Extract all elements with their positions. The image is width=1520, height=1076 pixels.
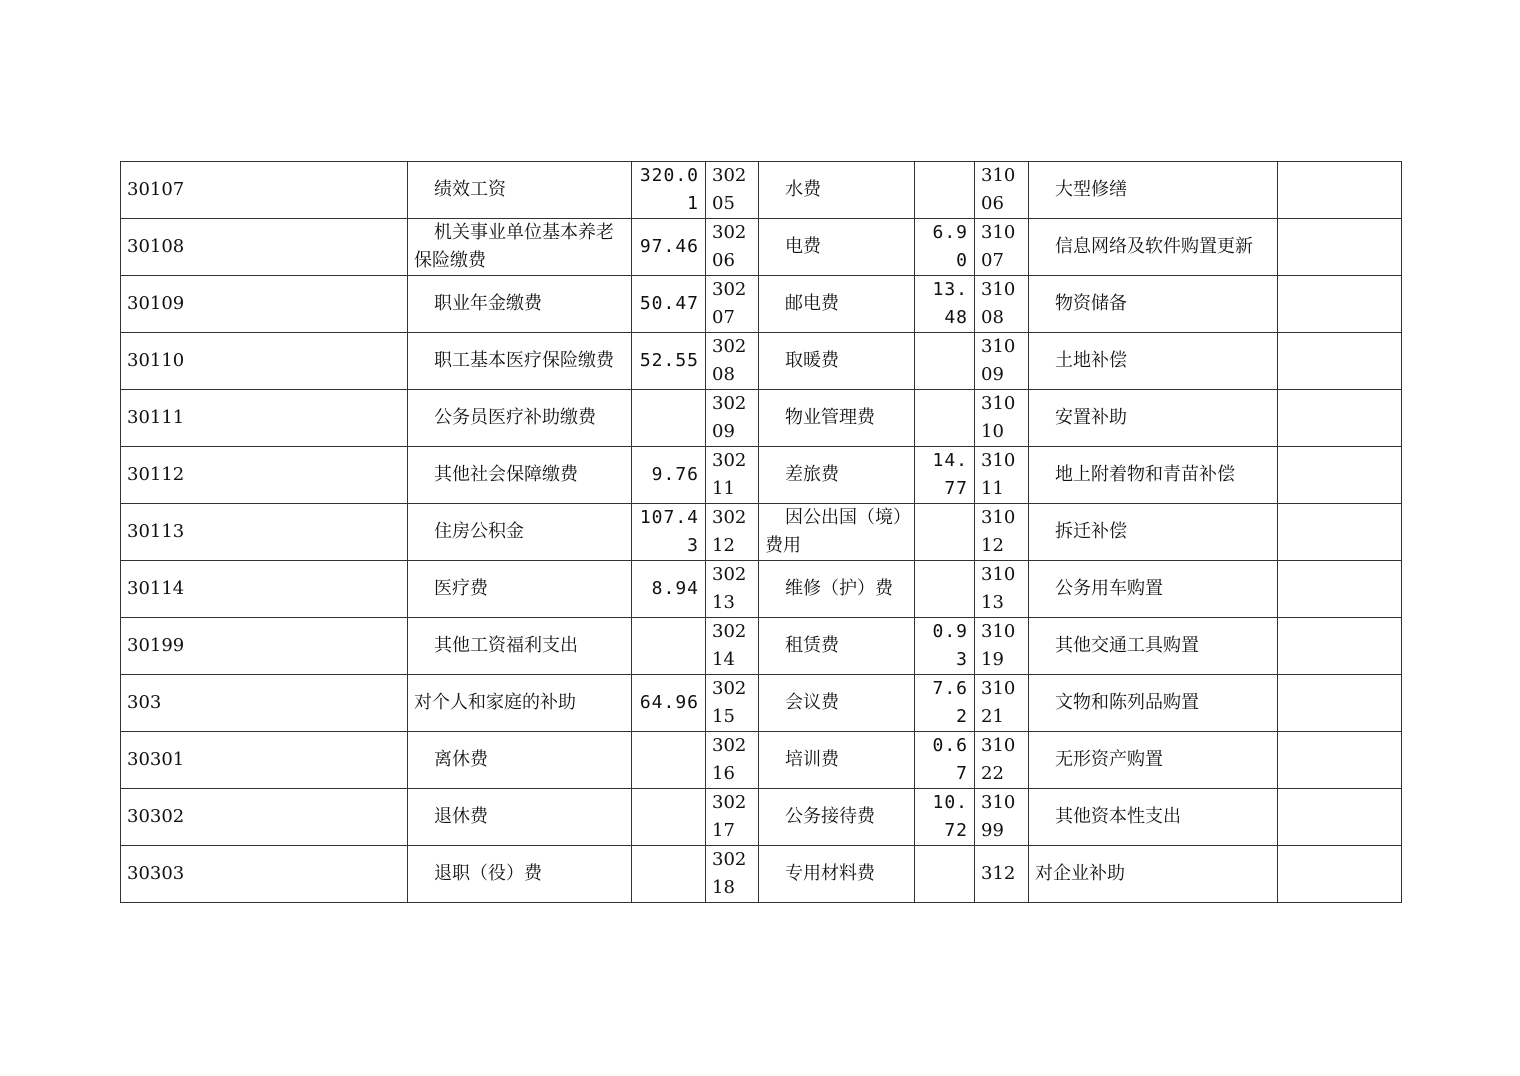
item-name-3-cell: 土地补偿 <box>1029 333 1278 390</box>
table-body <box>121 162 1402 903</box>
code-2-cell: 30207 <box>706 276 759 333</box>
item-name-3-cell: 文物和陈列品购置 <box>1029 675 1278 732</box>
amount-3-cell <box>1278 447 1402 504</box>
code-1-cell: 30114 <box>121 561 408 618</box>
item-name-1-cell: 其他社会保障缴费 <box>408 447 632 504</box>
table-row <box>121 732 1402 789</box>
amount-1-cell <box>632 846 706 903</box>
item-name-1-cell: 公务员医疗补助缴费 <box>408 390 632 447</box>
item-name-3-cell: 无形资产购置 <box>1029 732 1278 789</box>
table-row <box>121 447 1402 504</box>
amount-1-cell <box>632 618 706 675</box>
item-name-1-cell: 绩效工资 <box>408 162 632 219</box>
code-2-cell: 30205 <box>706 162 759 219</box>
amount-1-cell: 9.76 <box>632 447 706 504</box>
code-2-cell: 30208 <box>706 333 759 390</box>
code-1-cell: 303 <box>121 675 408 732</box>
amount-1-cell <box>632 732 706 789</box>
table-row <box>121 390 1402 447</box>
item-name-3-cell: 其他资本性支出 <box>1029 789 1278 846</box>
amount-1-cell: 320.01 <box>632 162 706 219</box>
item-name-3-cell: 其他交通工具购置 <box>1029 618 1278 675</box>
item-name-1-cell: 其他工资福利支出 <box>408 618 632 675</box>
item-name-2-cell: 取暖费 <box>759 333 915 390</box>
amount-3-cell <box>1278 390 1402 447</box>
code-1-cell: 30110 <box>121 333 408 390</box>
amount-3-cell <box>1278 504 1402 561</box>
item-name-1-cell: 职工基本医疗保险缴费 <box>408 333 632 390</box>
amount-1-cell: 50.47 <box>632 276 706 333</box>
code-2-cell: 30212 <box>706 504 759 561</box>
code-2-cell: 30218 <box>706 846 759 903</box>
code-1-cell: 30303 <box>121 846 408 903</box>
code-2-cell: 30211 <box>706 447 759 504</box>
amount-3-cell <box>1278 846 1402 903</box>
item-name-2-cell: 专用材料费 <box>759 846 915 903</box>
code-1-cell: 30113 <box>121 504 408 561</box>
table-row <box>121 219 1402 276</box>
code-2-cell: 30209 <box>706 390 759 447</box>
amount-1-cell: 97.46 <box>632 219 706 276</box>
item-name-2-cell: 电费 <box>759 219 915 276</box>
table-row <box>121 162 1402 219</box>
amount-2-cell <box>915 390 975 447</box>
item-name-2-cell: 水费 <box>759 162 915 219</box>
item-name-3-cell: 地上附着物和青苗补偿 <box>1029 447 1278 504</box>
amount-3-cell <box>1278 333 1402 390</box>
code-3-cell: 31099 <box>975 789 1029 846</box>
amount-3-cell <box>1278 219 1402 276</box>
amount-1-cell: 8.94 <box>632 561 706 618</box>
item-name-2-cell: 邮电费 <box>759 276 915 333</box>
amount-3-cell <box>1278 789 1402 846</box>
amount-3-cell <box>1278 561 1402 618</box>
item-name-1-cell: 机关事业单位基本养老保险缴费 <box>408 219 632 276</box>
item-name-1-cell: 职业年金缴费 <box>408 276 632 333</box>
item-name-1-cell: 离休费 <box>408 732 632 789</box>
code-1-cell: 30112 <box>121 447 408 504</box>
code-1-cell: 30302 <box>121 789 408 846</box>
item-name-2-cell: 维修（护）费 <box>759 561 915 618</box>
amount-2-cell <box>915 162 975 219</box>
amount-1-cell: 64.96 <box>632 675 706 732</box>
code-2-cell: 30213 <box>706 561 759 618</box>
amount-2-cell <box>915 846 975 903</box>
table-row <box>121 561 1402 618</box>
amount-1-cell: 52.55 <box>632 333 706 390</box>
amount-2-cell: 7.62 <box>915 675 975 732</box>
item-name-2-cell: 物业管理费 <box>759 390 915 447</box>
code-2-cell: 30206 <box>706 219 759 276</box>
table-row <box>121 276 1402 333</box>
amount-1-cell <box>632 789 706 846</box>
table-row <box>121 504 1402 561</box>
amount-3-cell <box>1278 276 1402 333</box>
amount-3-cell <box>1278 162 1402 219</box>
code-1-cell: 30199 <box>121 618 408 675</box>
code-3-cell: 31011 <box>975 447 1029 504</box>
code-2-cell: 30217 <box>706 789 759 846</box>
item-name-1-cell: 退职（役）费 <box>408 846 632 903</box>
amount-2-cell: 14.77 <box>915 447 975 504</box>
table-row <box>121 333 1402 390</box>
code-3-cell: 31007 <box>975 219 1029 276</box>
amount-2-cell: 10.72 <box>915 789 975 846</box>
amount-2-cell <box>915 504 975 561</box>
code-3-cell: 31022 <box>975 732 1029 789</box>
item-name-2-cell: 因公出国（境）费用 <box>759 504 915 561</box>
item-name-2-cell: 会议费 <box>759 675 915 732</box>
amount-2-cell: 0.93 <box>915 618 975 675</box>
budget-expenditure-table <box>120 161 1402 903</box>
item-name-3-cell: 公务用车购置 <box>1029 561 1278 618</box>
table-row <box>121 789 1402 846</box>
item-name-2-cell: 培训费 <box>759 732 915 789</box>
item-name-1-cell: 对个人和家庭的补助 <box>408 675 632 732</box>
code-3-cell: 31013 <box>975 561 1029 618</box>
table-row <box>121 846 1402 903</box>
item-name-3-cell: 物资储备 <box>1029 276 1278 333</box>
code-3-cell: 31006 <box>975 162 1029 219</box>
amount-2-cell <box>915 333 975 390</box>
code-3-cell: 31010 <box>975 390 1029 447</box>
amount-2-cell: 0.67 <box>915 732 975 789</box>
amount-2-cell: 6.90 <box>915 219 975 276</box>
item-name-1-cell: 医疗费 <box>408 561 632 618</box>
item-name-2-cell: 租赁费 <box>759 618 915 675</box>
code-1-cell: 30107 <box>121 162 408 219</box>
code-3-cell: 31009 <box>975 333 1029 390</box>
item-name-3-cell: 对企业补助 <box>1029 846 1278 903</box>
table-row <box>121 618 1402 675</box>
item-name-3-cell: 安置补助 <box>1029 390 1278 447</box>
item-name-3-cell: 信息网络及软件购置更新 <box>1029 219 1278 276</box>
item-name-3-cell: 大型修缮 <box>1029 162 1278 219</box>
code-1-cell: 30301 <box>121 732 408 789</box>
code-2-cell: 30214 <box>706 618 759 675</box>
amount-3-cell <box>1278 675 1402 732</box>
amount-2-cell <box>915 561 975 618</box>
code-2-cell: 30215 <box>706 675 759 732</box>
amount-3-cell <box>1278 732 1402 789</box>
code-1-cell: 30108 <box>121 219 408 276</box>
code-3-cell: 31012 <box>975 504 1029 561</box>
amount-1-cell <box>632 390 706 447</box>
code-1-cell: 30111 <box>121 390 408 447</box>
item-name-1-cell: 退休费 <box>408 789 632 846</box>
code-3-cell: 31021 <box>975 675 1029 732</box>
amount-1-cell: 107.43 <box>632 504 706 561</box>
code-3-cell: 312 <box>975 846 1029 903</box>
code-2-cell: 30216 <box>706 732 759 789</box>
item-name-2-cell: 差旅费 <box>759 447 915 504</box>
amount-2-cell: 13.48 <box>915 276 975 333</box>
code-1-cell: 30109 <box>121 276 408 333</box>
code-3-cell: 31008 <box>975 276 1029 333</box>
item-name-2-cell: 公务接待费 <box>759 789 915 846</box>
code-3-cell: 31019 <box>975 618 1029 675</box>
table-row <box>121 675 1402 732</box>
item-name-3-cell: 拆迁补偿 <box>1029 504 1278 561</box>
item-name-1-cell: 住房公积金 <box>408 504 632 561</box>
amount-3-cell <box>1278 618 1402 675</box>
